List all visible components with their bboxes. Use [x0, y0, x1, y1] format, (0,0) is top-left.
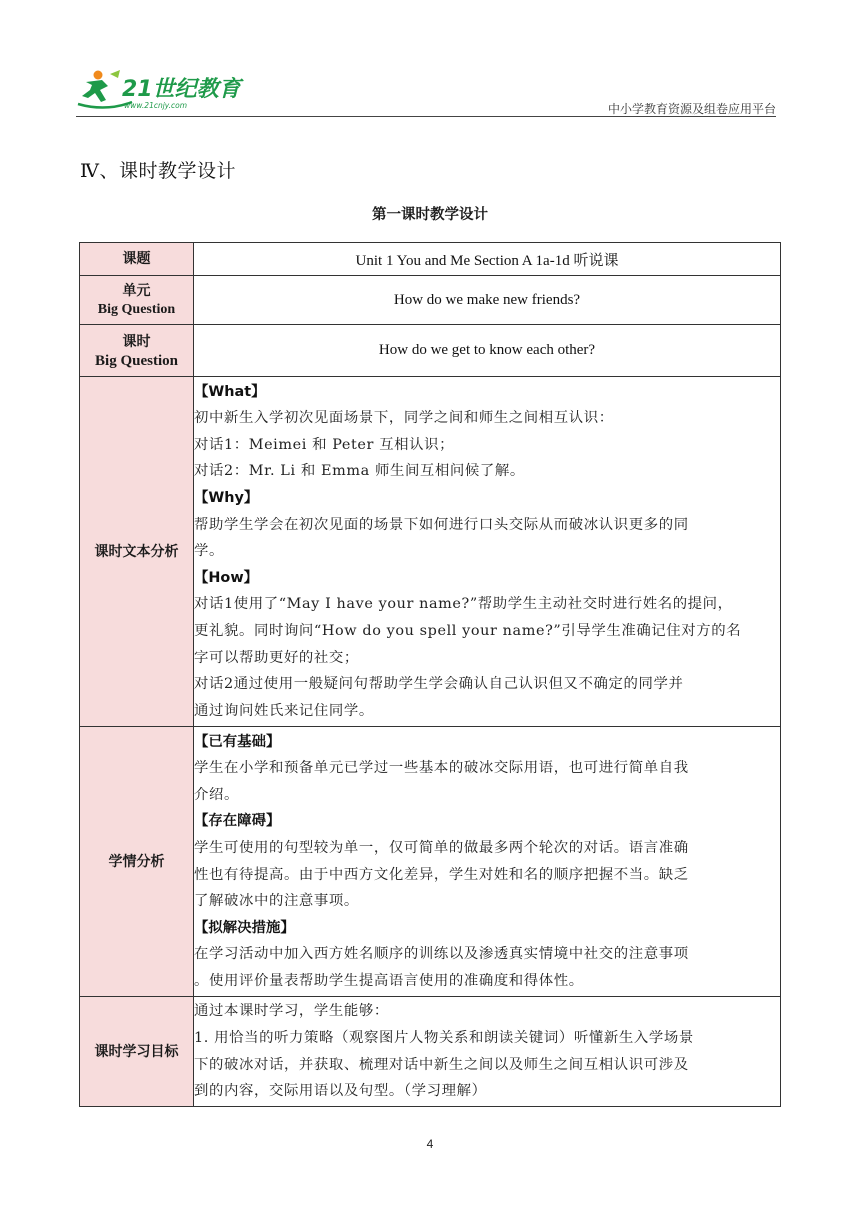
solution-line-1: 在学习活动中加入西方姓名顺序的训练以及渗透真实情境中社交的注意事项: [194, 946, 689, 963]
basis-heading: 【已有基础】: [194, 733, 281, 750]
logo-url-text: www.21cnjy.com: [124, 101, 188, 110]
how-line-2: 更礼貌。同时询问“How do you spell your name?”引导学生准确记住对方的名: [194, 622, 742, 639]
solution-heading: 【拟解决措施】: [194, 919, 295, 936]
obstacle-line-1: 学生可使用的句型较为单一，仅可简单的做最多两个轮次的对话。语言准确: [194, 839, 689, 856]
lesson-plan-table: [79, 242, 781, 1107]
header-divider: [76, 116, 776, 117]
unit-big-question: How do we make new friends?: [194, 276, 781, 325]
table-row-lesson: [80, 325, 781, 377]
analysis-label: 课时文本分析: [80, 377, 194, 727]
section-heading: Ⅳ、课时教学设计: [80, 160, 236, 182]
table-row-learner: [80, 727, 781, 997]
why-heading: 【Why】: [194, 490, 259, 507]
how-line-5: 通过询问姓氏来记住同学。: [194, 702, 374, 719]
unit-label: 单元 Big Question: [80, 276, 194, 325]
what-line-1: 初中新生入学初次见面场景下，同学之间和师生之间相互认识：: [194, 410, 614, 427]
how-line-4: 对话2通过使用一般疑问句帮助学生学会确认自己认识但又不确定的同学并: [194, 676, 684, 693]
how-heading: 【How】: [194, 569, 259, 586]
why-line-1: 帮助学生学会在初次见面的场景下如何进行口头交际从而破冰认识更多的同: [194, 516, 689, 533]
what-line-3: 对话2：Mr. Li 和 Emma 师生间互相问候了解。: [194, 463, 525, 480]
page-header: [76, 66, 776, 116]
objective-line-3: 到的内容，交际用语以及句型。（学习理解）: [194, 1083, 487, 1100]
platform-name: 中小学教育资源及组卷应用平台: [607, 102, 776, 116]
page-number: 4: [426, 1137, 434, 1151]
solution-line-2: 。使用评价量表帮助学生提高语言使用的准确度和得体性。: [194, 972, 584, 989]
lesson-label: 课时 Big Question: [80, 325, 194, 377]
table-row-analysis: [80, 377, 781, 727]
learner-label: 学情分析: [80, 727, 194, 997]
what-line-2: 对话1：Meimei 和 Peter 互相认识；: [194, 436, 455, 453]
objectives-intro: 通过本课时学习，学生能够：: [194, 1003, 389, 1020]
document-title: 第一课时教学设计: [372, 207, 488, 223]
what-heading: 【What】: [194, 383, 266, 400]
obstacle-line-2: 性也有待提高。由于中西方文化差异，学生对姓和名的顺序把握不当。缺乏: [194, 866, 689, 883]
how-line-1: 对话1使用了“May I have your name?”帮助学生主动社交时进行姓名的提问，: [194, 596, 733, 613]
table-row-topic: [80, 243, 781, 276]
logo-main-text: 21世纪教育: [122, 77, 241, 102]
obstacle-line-3: 了解破冰中的注意事项。: [194, 893, 359, 910]
table-row-unit: [80, 276, 781, 325]
lesson-big-question: How do we get to know each other?: [194, 325, 781, 377]
objectives-content: [194, 997, 781, 1107]
obstacle-heading: 【存在障碍】: [194, 813, 281, 830]
table-row-objectives: [80, 997, 781, 1107]
objective-line-1: 1. 用恰当的听力策略（观察图片人物关系和朗读关键词）听懂新生入学场景: [194, 1029, 694, 1046]
basis-line-2: 介绍。: [194, 786, 239, 803]
basis-line-1: 学生在小学和预备单元已学过一些基本的破冰交际用语，也可进行简单自我: [194, 760, 689, 777]
objective-line-2: 下的破冰对话，并获取、梳理对话中新生之间以及师生之间互相认识可涉及: [194, 1056, 689, 1073]
logo: [76, 66, 246, 112]
topic-label: 课题: [80, 243, 194, 276]
topic-value: Unit 1 You and Me Section A 1a-1d 听说课: [194, 243, 781, 276]
learner-analysis-content: [194, 727, 781, 997]
why-line-2: 学。: [194, 543, 224, 560]
objectives-label: 课时学习目标: [80, 997, 194, 1107]
how-line-3: 字可以帮助更好的社交；: [194, 649, 359, 666]
text-analysis-content: [194, 377, 781, 727]
